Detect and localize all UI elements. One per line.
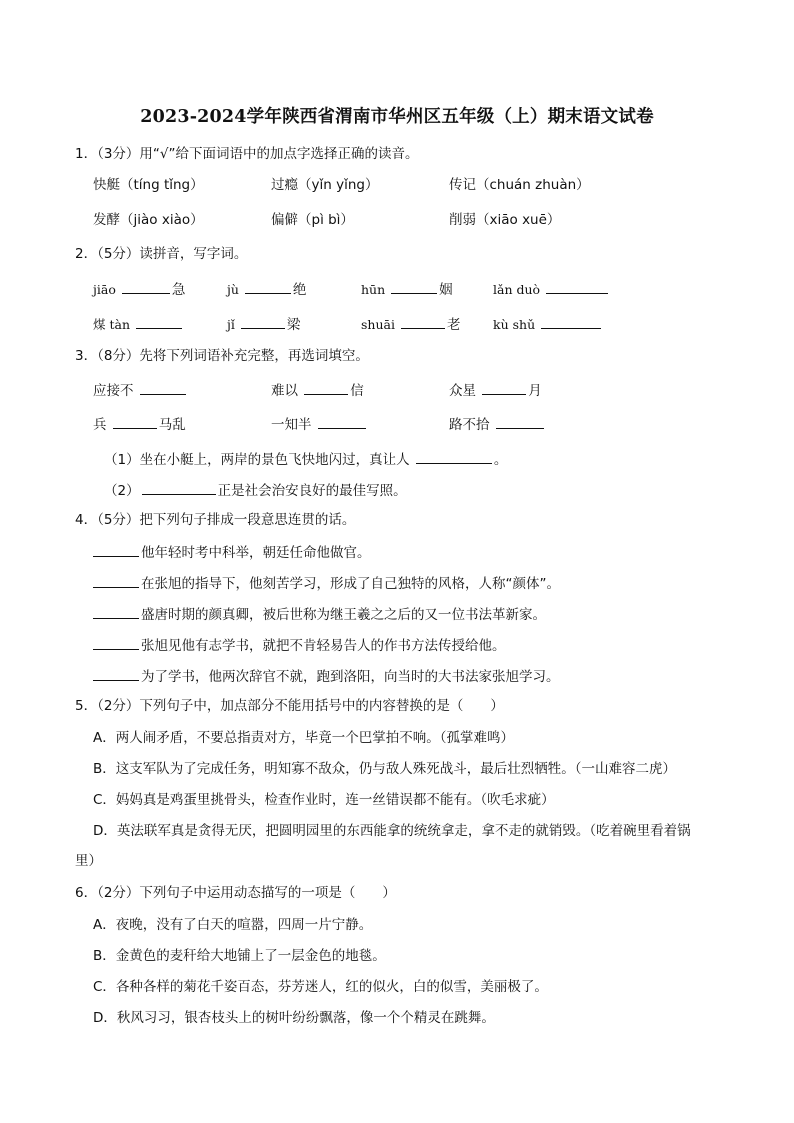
answer-blank[interactable] <box>318 414 366 429</box>
q2-item: hūn 姻 <box>361 279 453 299</box>
q1-item: 快艇（tíng tǐng） <box>93 177 204 193</box>
q4-line: 张旭见他有志学书，就把不肯轻易告人的作书方法传授给他。 <box>93 635 506 655</box>
q1-item: 传记（chuán zhuàn） <box>449 177 590 193</box>
answer-blank[interactable] <box>113 414 157 429</box>
q6-stem: 6．（2分）下列句子中运用动态描写的一项是（ ） <box>75 885 396 901</box>
answer-blank[interactable] <box>93 604 139 619</box>
answer-blank[interactable] <box>416 449 492 464</box>
q1-item: 发酵（jiào xiào） <box>93 212 204 228</box>
q2-item: shuāi 老 <box>361 314 460 334</box>
q4-line: 他年轻时考中科举，朝廷任命他做官。 <box>93 542 371 562</box>
q3-item: 兵 马乱 <box>93 414 186 434</box>
q4-line: 在张旭的指导下，他刻苦学习，形成了自己独特的风格，人称“颜体”。 <box>93 573 560 593</box>
answer-blank[interactable] <box>93 666 139 681</box>
answer-blank[interactable] <box>241 314 285 329</box>
q5-option-b: B．这支军队为了完成任务，明知寡不敌众，仍与敌人殊死战斗，最后壮烈牺牲。（一山难容二虎） <box>93 761 677 777</box>
q2-item: jǐ 梁 <box>227 314 300 334</box>
q4-line: 盛唐时期的颜真卿，被后世称为继王羲之之后的又一位书法革新家。 <box>93 604 546 624</box>
q2-item: jù 绝 <box>227 279 306 299</box>
q3-item: 应接不 <box>93 380 188 400</box>
q2-item: 煤 tàn <box>93 314 184 334</box>
answer-blank[interactable] <box>496 414 544 429</box>
answer-blank[interactable] <box>140 380 186 395</box>
answer-blank[interactable] <box>122 279 170 294</box>
q2-item: lǎn duò <box>493 279 610 299</box>
q6-option-b: B．金黄色的麦秆给大地铺上了一层金色的地毯。 <box>93 948 386 964</box>
q1-item: 过瘾（yǐn yǐng） <box>271 177 379 193</box>
answer-blank[interactable] <box>142 480 216 495</box>
q5-option-a: A．两人闹矛盾，不要总指责对方，毕竟一个巴掌拍不响。（孤掌难鸣） <box>93 730 514 746</box>
answer-blank[interactable] <box>482 380 526 395</box>
q3-item: 一知半 <box>271 414 368 434</box>
q5-option-d-cont: 里） <box>75 853 102 869</box>
answer-blank[interactable] <box>391 279 437 294</box>
q6-option-d: D．秋风习习，银杏枝头上的树叶纷纷飘落，像一个个精灵在跳舞。 <box>93 1010 495 1026</box>
answer-blank[interactable] <box>93 573 139 588</box>
page-title: 2023-2024学年陕西省渭南市华州区五年级（上）期末语文试卷 <box>140 107 654 127</box>
q2-item: jiāo 急 <box>93 279 185 299</box>
q6-option-a: A．夜晚，没有了白天的喧嚣，四周一片宁静。 <box>93 917 373 933</box>
q3-sentence-2: （2） 正是社会治安良好的最佳写照。 <box>104 480 407 500</box>
q3-item: 众星 月 <box>449 380 542 400</box>
q5-option-c: C．妈妈真是鸡蛋里挑骨头，检查作业时，连一丝错误都不能有。（吹毛求疵） <box>93 792 555 808</box>
answer-blank[interactable] <box>93 542 139 557</box>
q3-stem: 3．（8分）先将下列词语补充完整，再选词填空。 <box>75 348 369 364</box>
answer-blank[interactable] <box>546 279 608 294</box>
q4-line: 为了学书，他两次辞官不就，跑到洛阳，向当时的大书法家张旭学习。 <box>93 666 560 686</box>
q2-stem: 2．（5分）读拼音，写字词。 <box>75 246 248 262</box>
answer-blank[interactable] <box>541 314 601 329</box>
q5-option-d: D．英法联军真是贪得无厌，把圆明园里的东西能拿的统统拿走，拿不走的就销毁。（吃着碗里看着锅 <box>93 823 691 839</box>
q3-item: 路不拾 <box>449 414 546 434</box>
answer-blank[interactable] <box>304 380 348 395</box>
q5-stem: 5．（2分）下列句子中，加点部分不能用括号中的内容替换的是（ ） <box>75 698 504 714</box>
q3-item: 难以 信 <box>271 380 364 400</box>
q1-item: 削弱（xiāo xuē） <box>449 212 561 228</box>
q2-item: kù shǔ <box>493 314 603 334</box>
q1-stem: 1．（3分）用“√”给下面词语中的加点字选择正确的读音。 <box>75 146 419 162</box>
q1-item: 偏僻（pì bì） <box>271 212 354 228</box>
q6-option-c: C．各种各样的菊花千姿百态，芬芳迷人，红的似火，白的似雪，美丽极了。 <box>93 979 548 995</box>
q3-sentence-1: （1）坐在小艇上，两岸的景色飞快地闪过，真让人 。 <box>104 449 507 469</box>
q4-stem: 4．（5分）把下列句子排成一段意思连贯的话。 <box>75 512 356 528</box>
answer-blank[interactable] <box>401 314 445 329</box>
answer-blank[interactable] <box>245 279 291 294</box>
answer-blank[interactable] <box>136 314 182 329</box>
answer-blank[interactable] <box>93 635 139 650</box>
